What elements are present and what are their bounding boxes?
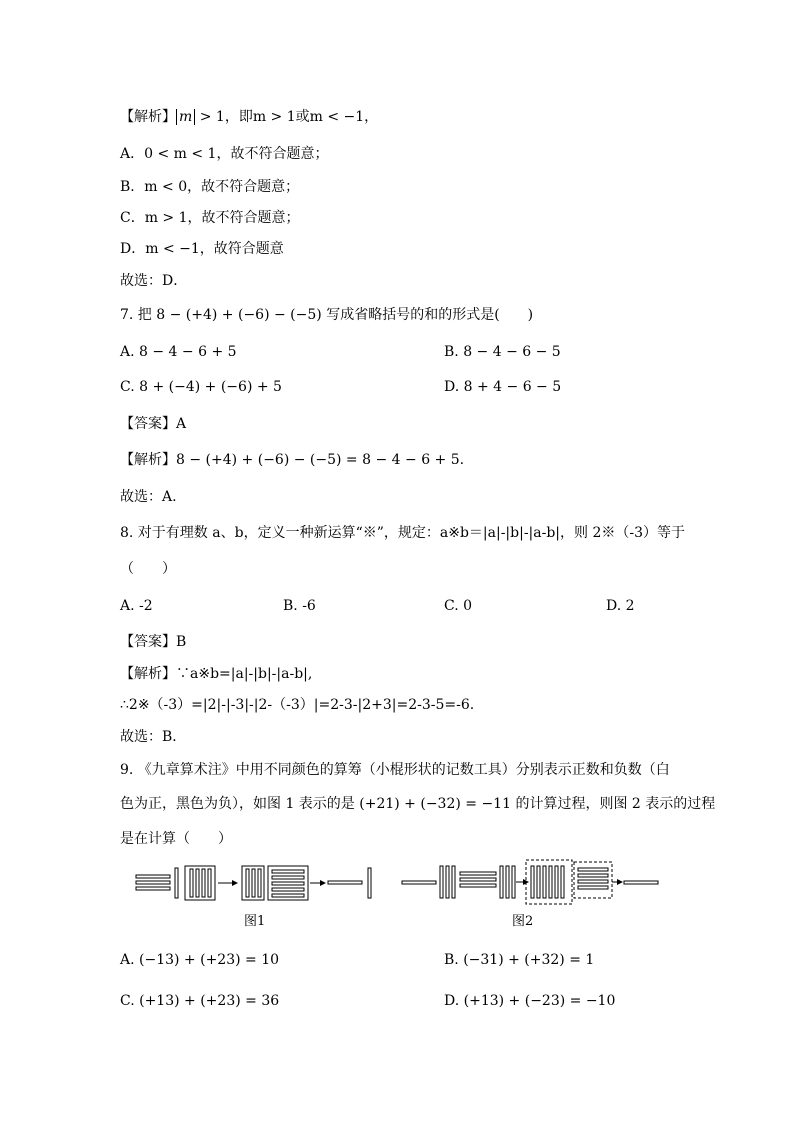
q6-option-a: A．0 < m < 1，故不符合题意； xyxy=(120,146,329,162)
figure-1-caption: 图1 xyxy=(244,914,266,929)
q8-analysis-1: 【解析】∵a※b=|a|-|b|-|a-b|, xyxy=(120,666,313,682)
q9-stem-line2: 色为正，黑色为负），如图 1 表示的是 (+21) + (−32) = −11 的计算过程，则图 2 表示的过程 xyxy=(120,796,716,812)
q8-option-a: A. -2 xyxy=(120,598,153,614)
q6-conclusion: 故选：D． xyxy=(120,273,188,289)
q8-stem-line1: 8. 对于有理数 a、b，定义一种新运算“※”，规定：a※b＝|a|-|b|-|a-b|，则 2※（-3）等于 xyxy=(120,525,686,541)
q7-option-d: D. 8 + 4 − 6 − 5 xyxy=(444,379,562,395)
q7-stem: 7. 把 8 − (+4) + (−6) − (−5) 写成省略括号的和的形式是( ) xyxy=(120,307,534,323)
q8-analysis-2: ∴2※（-3）=|2|-|-3|-|2-（-3）|=2-3-|2+3|=2-3-5=-6. xyxy=(120,697,475,713)
q8-option-c: C. 0 xyxy=(444,598,473,614)
q9-option-d: D. (+13) + (−23) = −10 xyxy=(444,993,616,1009)
q8-stem-line2: （ ） xyxy=(120,561,176,577)
q9-option-a: A. (−13) + (+23) = 10 xyxy=(120,952,280,968)
q7-analysis: 【解析】8 − (+4) + (−6) − (−5) = 8 − 4 − 6 + 5. xyxy=(120,452,465,468)
q6-option-d: D．m < −1，故符合题意 xyxy=(120,241,284,257)
q7-option-c: C. 8 + (−4) + (−6) + 5 xyxy=(120,379,282,395)
q8-conclusion: 故选：B． xyxy=(120,729,187,745)
q8-option-b: B. -6 xyxy=(283,598,316,614)
q7-option-b: B. 8 − 4 − 6 − 5 xyxy=(444,344,561,360)
abs-m: m xyxy=(176,109,195,125)
q9-stem-line3: 是在计算（ ） xyxy=(120,831,232,847)
figure-1 xyxy=(130,862,380,904)
figure-2-caption: 图2 xyxy=(512,914,534,929)
q7-option-a: A. 8 − 4 − 6 + 5 xyxy=(120,344,237,360)
q8-answer: 【答案】B xyxy=(120,634,187,650)
q6-analysis: 【解析】 m > 1，即m > 1或m < −1， xyxy=(120,109,379,125)
q6-option-c: C．m > 1，故不符合题意； xyxy=(120,210,300,226)
q7-conclusion: 故选：A. xyxy=(120,489,177,505)
q8-option-d: D. 2 xyxy=(606,598,635,614)
q9-option-c: C. (+13) + (+23) = 36 xyxy=(120,993,280,1009)
q6-option-b: B．m < 0，故不符合题意； xyxy=(120,179,300,195)
q9-stem-line1: 9. 《九章算术注》中用不同颜色的算筹（小棍形状的记数工具）分别表示正数和负数（白 xyxy=(120,762,670,778)
q7-answer: 【答案】A xyxy=(120,416,187,432)
figure-2 xyxy=(398,858,663,906)
q9-option-b: B. (−31) + (+32) = 1 xyxy=(444,952,595,968)
